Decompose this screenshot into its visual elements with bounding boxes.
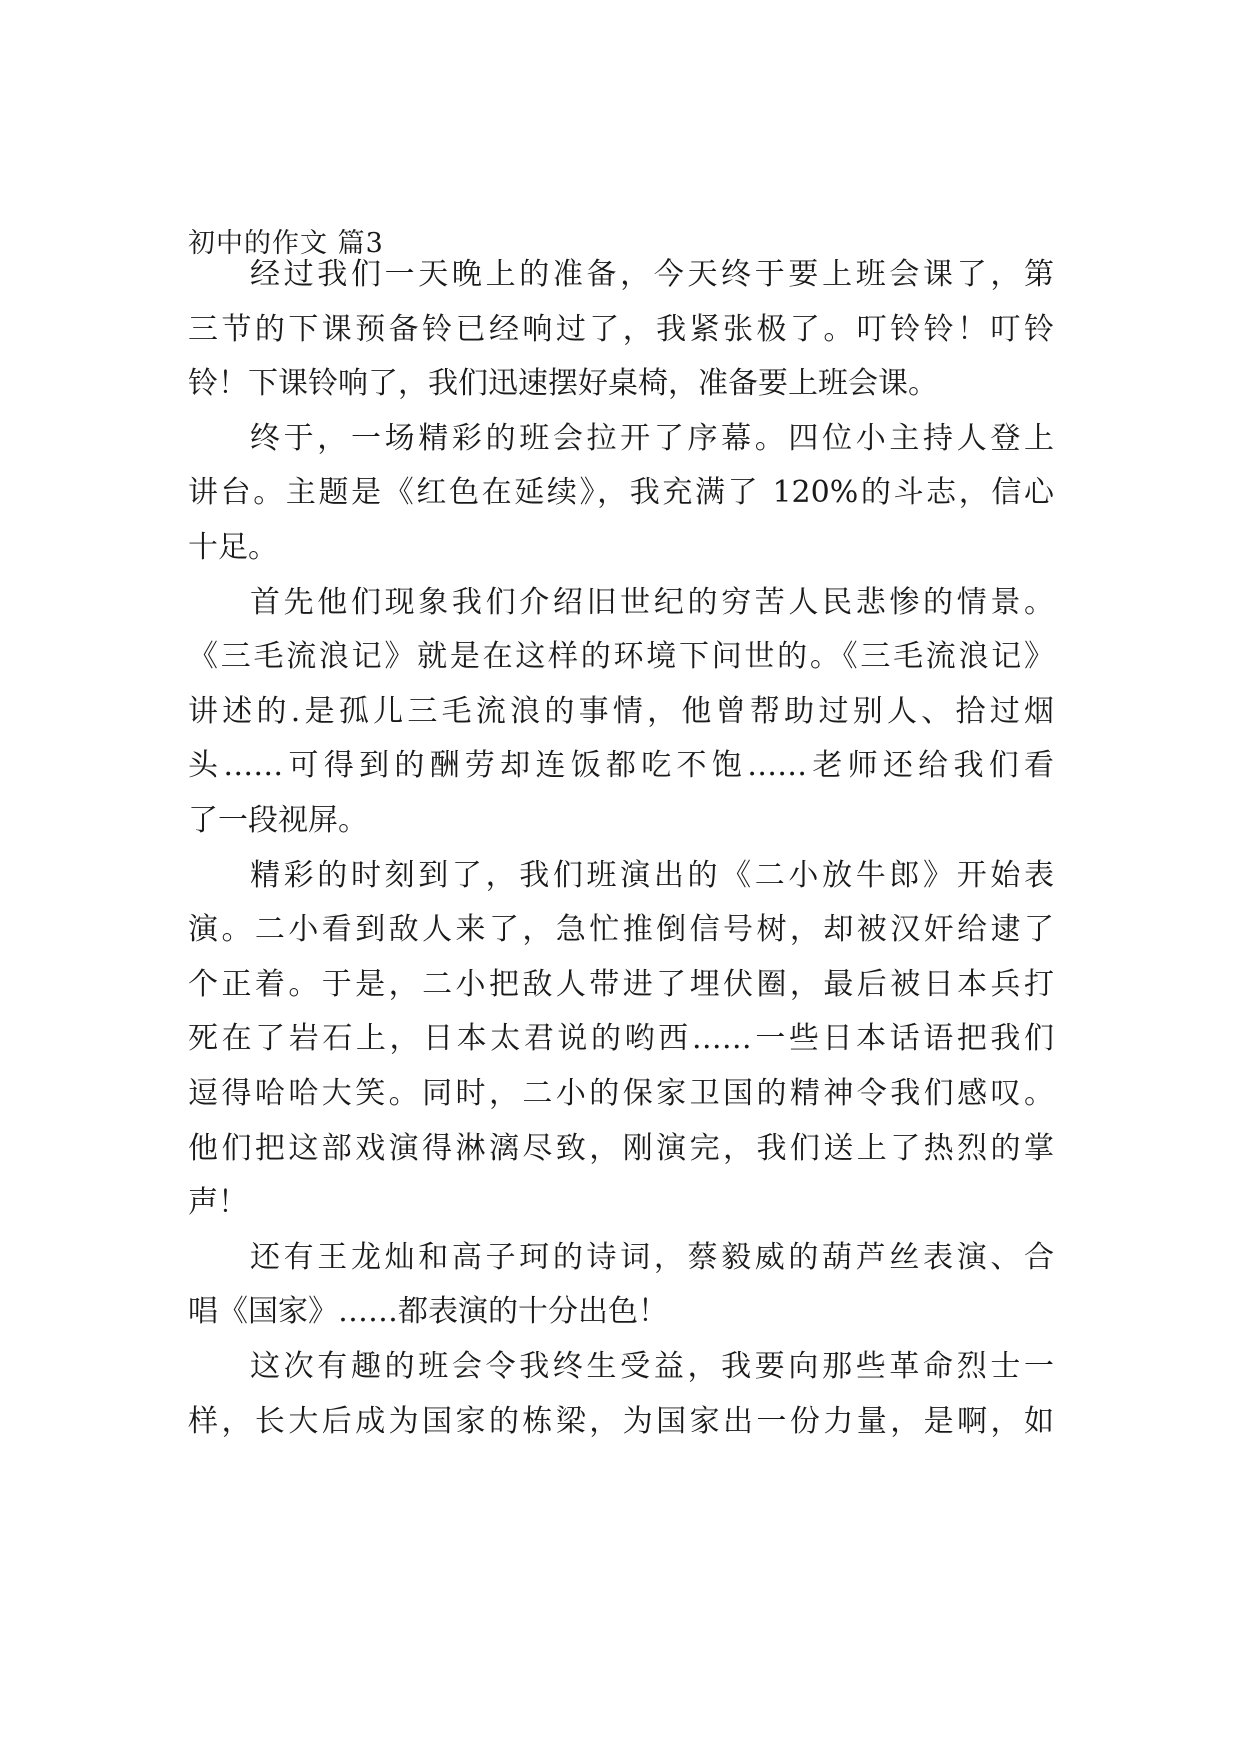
body-line: 还有王龙灿和高子珂的诗词，蔡毅威的葫芦丝表演、合 [250, 1240, 1054, 1275]
body-line: 死在了岩石上，日本太君说的哟西……一些日本话语把我们 [188, 1021, 1054, 1056]
body-line: 演。二小看到敌人来了，急忙推倒信号树，却被汉奸给逮了 [188, 912, 1054, 947]
body-line: 铃！下课铃响了，我们迅速摆好桌椅，准备要上班会课。 [188, 366, 938, 401]
body-line: 这次有趣的班会令我终生受益，我要向那些革命烈士一 [250, 1349, 1054, 1384]
body-line: 了一段视屏。 [188, 803, 368, 838]
body-line: 精彩的时刻到了，我们班演出的《二小放牛郎》开始表 [250, 858, 1054, 893]
body-line: 讲述的.是孤儿三毛流浪的事情，他曾帮助过别人、拾过烟 [188, 694, 1054, 729]
body-line: 头……可得到的酬劳却连饭都吃不饱……老师还给我们看 [188, 748, 1054, 783]
body-line: 个正着。于是，二小把敌人带进了埋伏圈，最后被日本兵打 [188, 967, 1054, 1002]
body-line: 首先他们现象我们介绍旧世纪的穷苦人民悲惨的情景。 [250, 585, 1054, 620]
body-line: 十足。 [188, 530, 278, 565]
body-line: 样，长大后成为国家的栋梁，为国家出一份力量，是啊，如 [188, 1404, 1054, 1439]
body-line: 逗得哈哈大笑。同时，二小的保家卫国的精神令我们感叹。 [188, 1076, 1054, 1111]
essay-title: 初中的作文 篇3 [188, 228, 384, 259]
body-line: 唱《国家》……都表演的十分出色！ [188, 1294, 668, 1329]
body-line: 讲台。主题是《红色在延续》，我充满了 120%的斗志，信心 [188, 475, 1054, 510]
body-line: 他们把这部戏演得淋漓尽致，刚演完，我们送上了热烈的掌 [188, 1131, 1054, 1166]
body-line: 终于，一场精彩的班会拉开了序幕。四位小主持人登上 [250, 421, 1054, 456]
body-line: 经过我们一天晚上的准备，今天终于要上班会课了，第 [250, 257, 1054, 292]
body-line: 三节的下课预备铃已经响过了，我紧张极了。叮铃铃！叮铃 [188, 312, 1054, 347]
body-line: 《三毛流浪记》就是在这样的环境下问世的。《三毛流浪记》 [188, 639, 1054, 674]
body-line: 声！ [188, 1185, 248, 1220]
